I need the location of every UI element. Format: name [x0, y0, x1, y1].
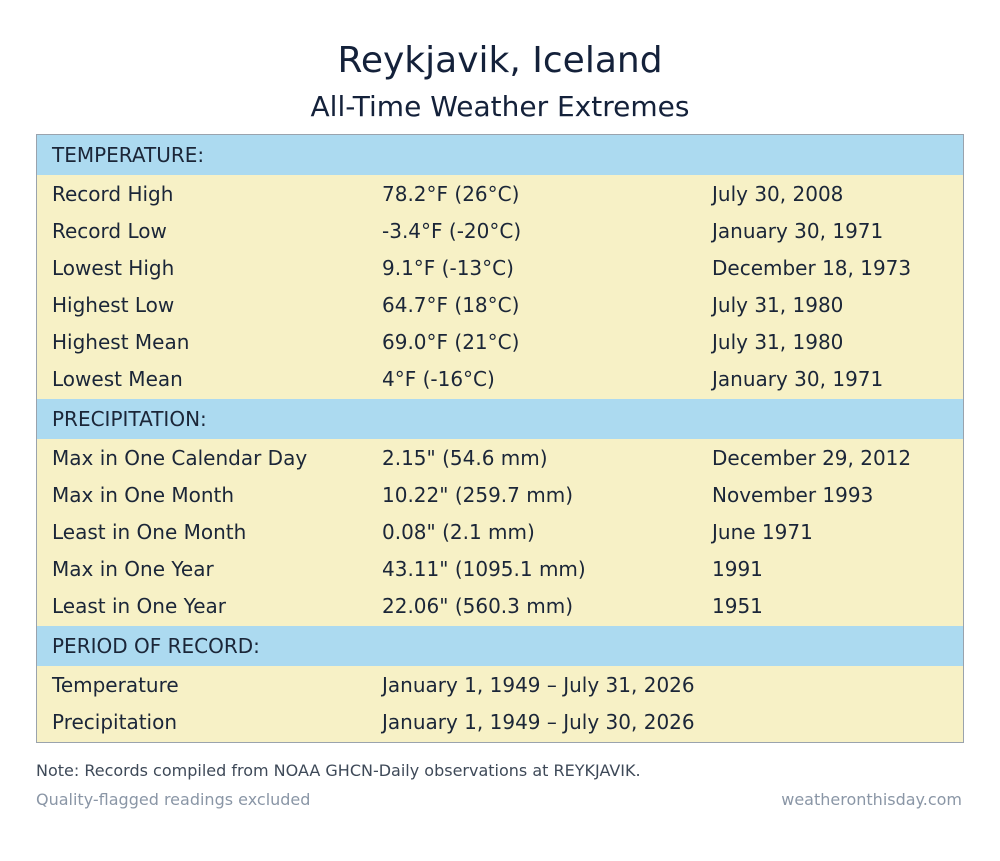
row-label: Max in One Calendar Day	[52, 446, 308, 470]
row-date: July 31, 1980	[712, 330, 844, 354]
table-row	[37, 176, 963, 213]
page-title: Reykjavik, Iceland	[337, 40, 663, 81]
row-label: Highest Mean	[52, 330, 190, 354]
row-label: Lowest High	[52, 256, 175, 280]
row-label: Max in One Year	[52, 557, 214, 581]
row-label: Record Low	[52, 219, 167, 243]
row-date: November 1993	[712, 483, 874, 507]
table-row	[37, 213, 963, 250]
table-row	[37, 551, 963, 588]
row-date: 1951	[712, 594, 763, 618]
table-row	[37, 667, 963, 704]
row-value: January 1, 1949 – July 30, 2026	[382, 710, 695, 734]
footnote: Note: Records compiled from NOAA GHCN-Daily observations at REYKJAVIK.	[36, 761, 641, 780]
row-value: 78.2°F (26°C)	[382, 182, 520, 206]
table-row	[37, 514, 963, 551]
row-label: Record High	[52, 182, 174, 206]
extremes-table	[36, 134, 964, 743]
table-row	[37, 361, 963, 398]
section-header-precipitation: PRECIPITATION:	[37, 399, 963, 439]
row-value: January 1, 1949 – July 31, 2026	[382, 673, 695, 697]
section-rows-temperature	[37, 175, 963, 399]
row-date: January 30, 1971	[712, 219, 884, 243]
row-label: Precipitation	[52, 710, 178, 734]
row-date: January 30, 1971	[712, 367, 884, 391]
row-label: Max in One Month	[52, 483, 235, 507]
row-label: Highest Low	[52, 293, 175, 317]
row-value: -3.4°F (-20°C)	[382, 219, 522, 243]
row-value: 69.0°F (21°C)	[382, 330, 520, 354]
page-subtitle: All-Time Weather Extremes	[310, 90, 690, 123]
table-row	[37, 287, 963, 324]
table-row	[37, 477, 963, 514]
row-value: 4°F (-16°C)	[382, 367, 495, 391]
row-value: 43.11" (1095.1 mm)	[382, 557, 586, 581]
section-header-period-of-record: PERIOD OF RECORD:	[37, 626, 963, 666]
row-date: June 1971	[712, 520, 813, 544]
table-row	[37, 704, 963, 741]
row-value: 10.22" (259.7 mm)	[382, 483, 573, 507]
row-label: Least in One Month	[52, 520, 247, 544]
source-credit: weatheronthisday.com	[781, 790, 962, 809]
row-value: 64.7°F (18°C)	[382, 293, 520, 317]
row-date: December 29, 2012	[712, 446, 912, 470]
table-row	[37, 440, 963, 477]
table-row	[37, 250, 963, 287]
row-value: 2.15" (54.6 mm)	[382, 446, 548, 470]
row-value: 22.06" (560.3 mm)	[382, 594, 573, 618]
row-value: 9.1°F (-13°C)	[382, 256, 514, 280]
row-date: December 18, 1973	[712, 256, 912, 280]
section-rows-precipitation	[37, 439, 963, 626]
section-rows-period-of-record	[37, 666, 963, 742]
row-label: Least in One Year	[52, 594, 226, 618]
row-date: 1991	[712, 557, 763, 581]
row-date: July 31, 1980	[712, 293, 844, 317]
row-date: July 30, 2008	[712, 182, 844, 206]
row-label: Lowest Mean	[52, 367, 183, 391]
table-row	[37, 588, 963, 625]
quality-note: Quality-flagged readings excluded	[36, 790, 311, 809]
table-row	[37, 324, 963, 361]
row-label: Temperature	[52, 673, 179, 697]
row-value: 0.08" (2.1 mm)	[382, 520, 535, 544]
section-header-temperature: TEMPERATURE:	[37, 135, 963, 175]
